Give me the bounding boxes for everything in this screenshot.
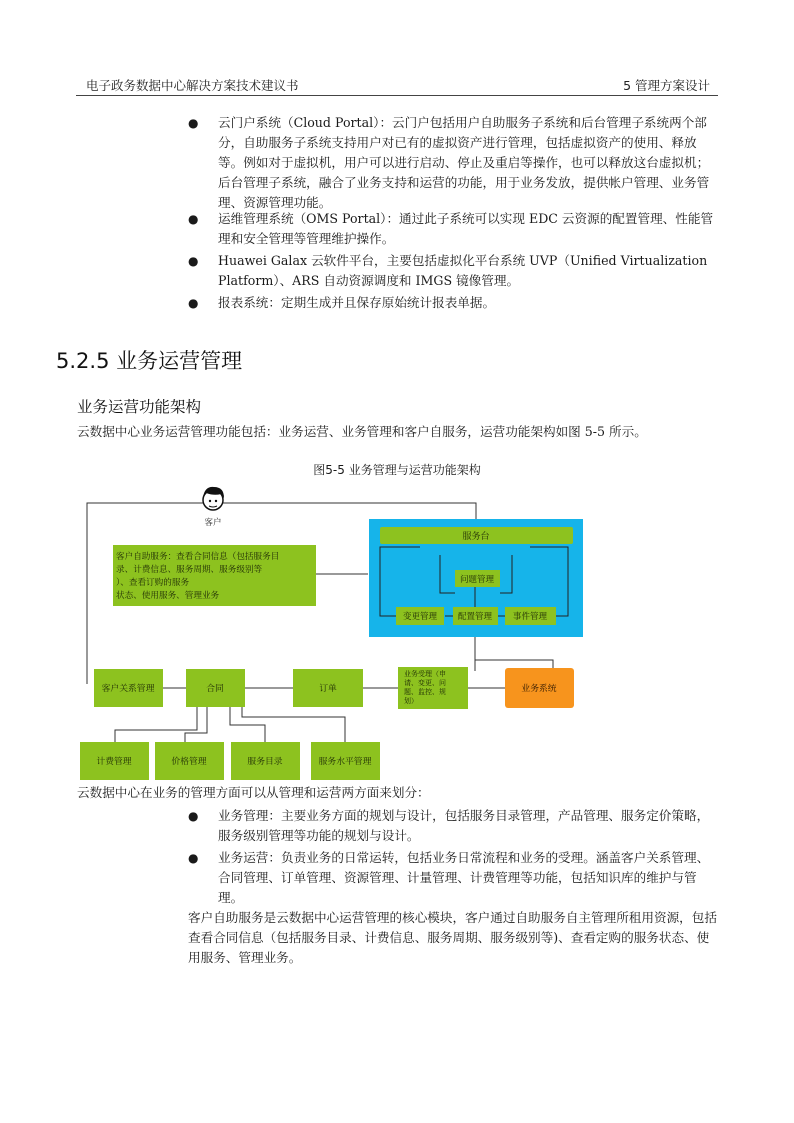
service-level-label: 服务水平管理 xyxy=(318,757,372,767)
management-intro: 云数据中心在业务的管理方面可以从管理和运营两方面来划分： xyxy=(77,785,430,800)
config-mgmt-label: 配置管理 xyxy=(457,612,493,622)
bullet-text: 业务运营：负责业务的日常运转，包括业务日常流程和业务的受理。涵盖客户关系管理、合同管理、订单管理、资源管理、计量管理、计费管理等功能，包括知识库的维护与管理。 xyxy=(218,850,710,905)
bullet-icon: ● xyxy=(188,851,199,865)
customer-avatar-icon xyxy=(203,487,224,510)
section-title: 5.2.5 业务运营管理 xyxy=(56,349,243,373)
bullet-text: Huawei Galax 云软件平台，主要包括虚拟化平台系统 UVP（Unified Virtualization Platform）、ARS 自动资源调度和 IMGS 镜像管理。 xyxy=(218,253,708,288)
order-label: 订单 xyxy=(319,684,337,694)
header-title: 电子政务数据中心解决方案技术建议书 xyxy=(86,78,299,93)
bullet-text: 云门户系统（Cloud Portal）：云门户包括用户自助服务子系统和后台管理子系统两个部分，自助服务子系统支持用户对已有的虚拟资产进行管理，包括虚拟资产的使用、释放等。例如对于虚拟机，用户可以进行启动、停止及重启等操作，也可以释放这台虚拟机；后台管理子系统，融合了业务支持和运营的功能，用于业务发放，提供帐户管理、业务管理、资源管理功能。 xyxy=(218,115,710,210)
bullet-icon: ● xyxy=(188,254,199,268)
header-chapter: 5 管理方案设计 xyxy=(623,78,710,93)
bullet-text: 业务管理：主要业务方面的规划与设计，包括服务目录管理，产品管理、服务定价策略，服务级别管理等功能的规划与设计。 xyxy=(218,808,710,843)
intro-paragraph: 云数据中心业务运营管理功能包括：业务运营、业务管理和客户自服务，运营功能架构如图 5-5 所示。 xyxy=(77,424,647,439)
service-catalog-label: 服务目录 xyxy=(247,757,283,767)
self-service-line-2: 录、计费信息、服务周期、服务级别等 xyxy=(116,565,263,575)
business-accept-line-2: 请、变更、问 xyxy=(404,679,446,687)
business-accept-line-4: 划） xyxy=(404,697,418,705)
customer-label: 客户 xyxy=(204,518,222,528)
event-mgmt-label: 事件管理 xyxy=(512,612,548,622)
bullet-icon: ● xyxy=(188,296,199,310)
business-accept-line-1: 业务受理（申 xyxy=(404,670,446,678)
pricing-label: 价格管理 xyxy=(171,757,207,767)
crm-label: 客户关系管理 xyxy=(101,684,155,694)
service-desk-label: 服务台 xyxy=(462,532,490,542)
self-service-line-1: 客户自助服务：查看合同信息（包括服务目 xyxy=(116,552,280,562)
problem-mgmt-label: 问题管理 xyxy=(459,575,495,585)
business-accept-line-3: 题、监控、规 xyxy=(404,688,446,696)
business-system-label: 业务系统 xyxy=(521,684,557,694)
bullet-icon: ● xyxy=(188,809,199,823)
contract-label: 合同 xyxy=(206,684,224,694)
self-service-line-3: ）、查看订购的服务 xyxy=(116,578,190,588)
subsection-title: 业务运营功能架构 xyxy=(77,398,202,416)
billing-label: 计费管理 xyxy=(96,757,132,767)
header-divider xyxy=(76,95,718,96)
architecture-diagram xyxy=(0,480,794,790)
change-mgmt-label: 变更管理 xyxy=(402,612,438,622)
bullet-text: 运维管理系统（OMS Portal）：通过此子系统可以实现 EDC 云资源的配置管理、性能管理和安全管理等管理维护操作。 xyxy=(218,211,714,246)
bullet-icon: ● xyxy=(188,212,199,226)
bullet-text: 报表系统：定期生成并且保存原始统计报表单据。 xyxy=(218,295,496,310)
figure-caption: 图5-5 业务管理与运营功能架构 xyxy=(313,463,481,477)
closing-paragraph: 客户自助服务是云数据中心运营管理的核心模块，客户通过自助服务自主管理所租用资源，包括查看合同信息（包括服务目录、计费信息、服务周期、服务级别等)、查看定购的服务状态、使用服务、管理业务。 xyxy=(188,910,717,965)
self-service-line-4: 状态、使用服务、管理业务 xyxy=(116,591,220,601)
bullet-icon: ● xyxy=(188,116,199,130)
